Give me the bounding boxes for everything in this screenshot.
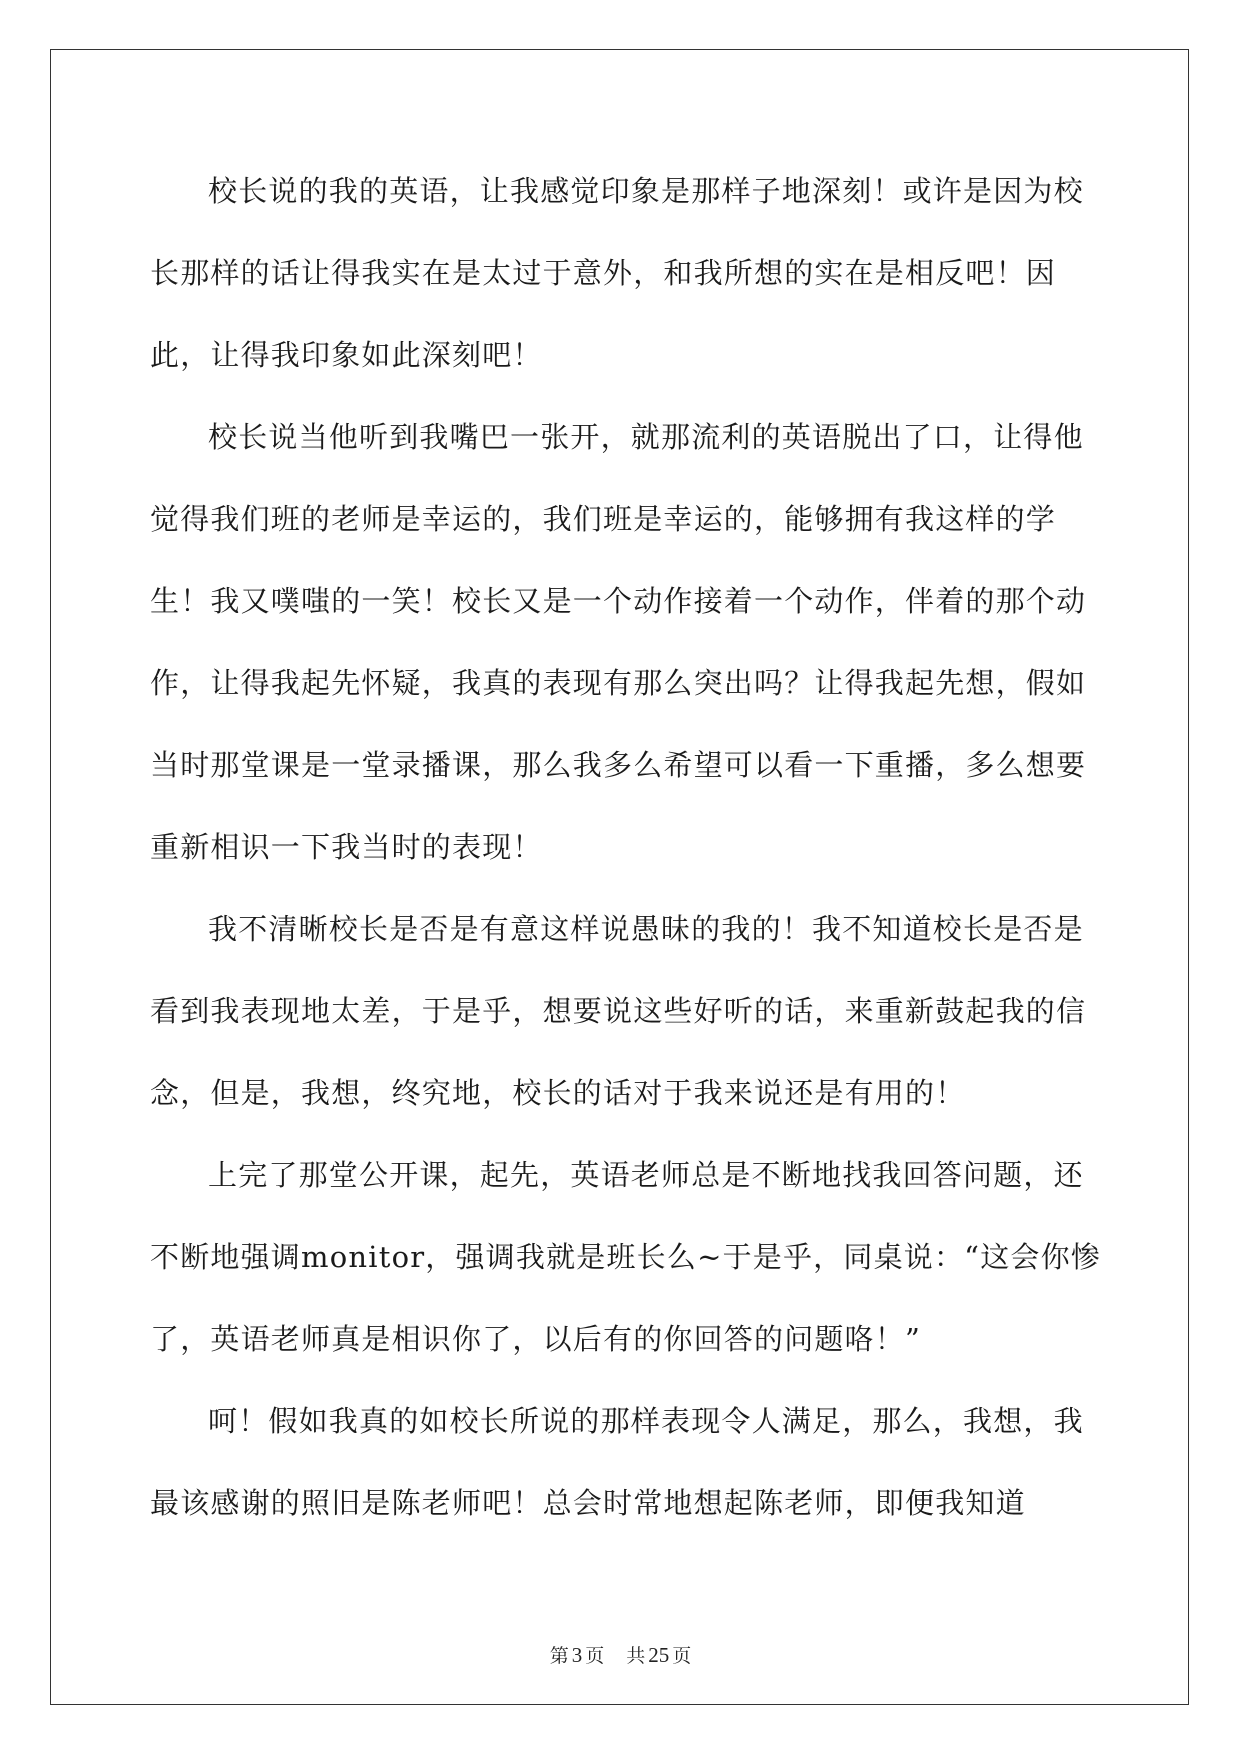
page-number: 3 <box>571 1643 583 1667</box>
document-body <box>150 150 1110 1544</box>
paragraph-2: 校长说当他听到我嘴巴一张开，就那流利的英语脱出了口，让得他觉得我们班的老师是幸运的，我们班是幸运的，能够拥有我这样的学生！我又噗嗤的一笑！校长又是一个动作接着一个动作，伴着的那个动作，让得我起先怀疑，我真的表现有那么突出吗？让得我起先想，假如当时那堂课是一堂录播课，那么我多么希望可以看一下重播，多么想要重新相识一下我当时的表现！ <box>150 420 1087 864</box>
total-pages: 25 <box>648 1643 670 1667</box>
footer-page-suffix: 页 <box>585 1645 605 1667</box>
paragraph-5: 呵！假如我真的如校长所说的那样表现令人满足，那么，我想，我最该感谢的照旧是陈老师吧！总会时常地想起陈老师，即便我知道 <box>150 1404 1084 1520</box>
paragraph-3: 我不清晰校长是否是有意这样说愚昧的我的！我不知道校长是否是看到我表现地太差，于是乎，想要说这些好听的话，来重新鼓起我的信念，但是，我想，终究地，校长的话对于我来说还是有用的！ <box>150 912 1087 1110</box>
footer-total-suffix: 页 <box>672 1645 692 1667</box>
paragraph-4: 上完了那堂公开课，起先，英语老师总是不断地找我回答问题，还不断地强调monitor，强调我就是班长么~于是乎，同桌说：“这会你惨了，英语老师真是相识你了，以后有的你回答的问题咯！” <box>150 1158 1102 1356</box>
page-footer <box>0 1641 1241 1668</box>
paragraph-1: 校长说的我的英语，让我感觉印象是那样子地深刻！或许是因为校长那样的话让得我实在是太过于意外，和我所想的实在是相反吧！因此，让得我印象如此深刻吧！ <box>150 174 1084 372</box>
footer-prefix: 第 <box>549 1645 569 1667</box>
footer-total-prefix: 共 <box>626 1645 646 1667</box>
